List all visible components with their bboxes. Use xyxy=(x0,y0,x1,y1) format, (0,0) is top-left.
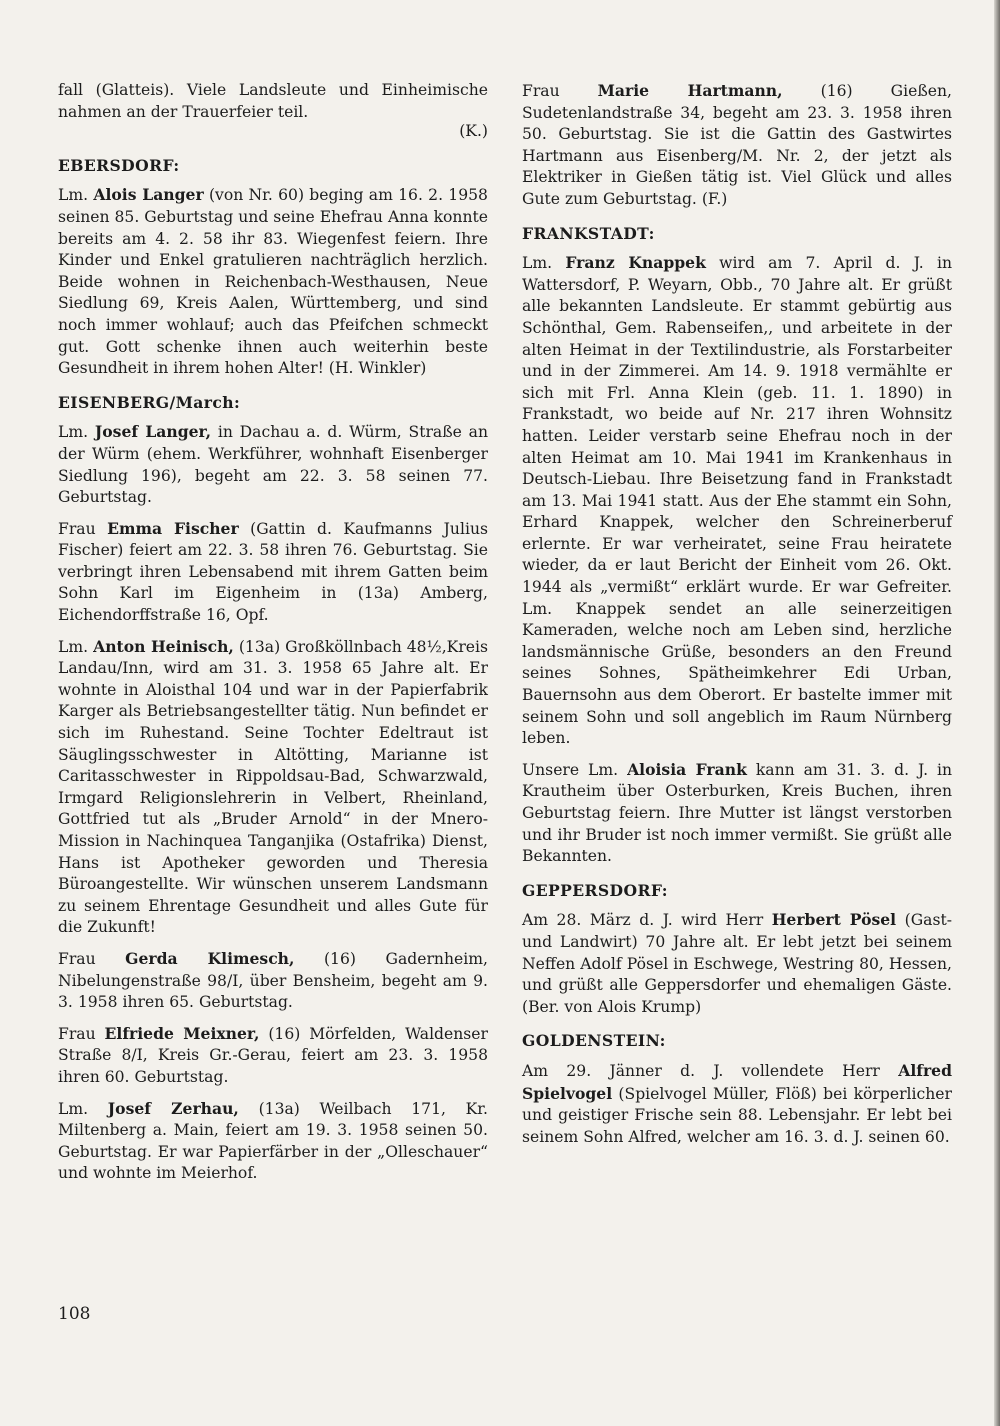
entry-name: Herbert Pösel xyxy=(771,910,897,930)
heading-eisenberg: EISENBERG/March: xyxy=(58,392,241,412)
entry-name: Josef Langer, xyxy=(94,422,212,442)
heading-ebersdorf: EBERSDORF: xyxy=(58,155,180,175)
heading-frankstadt: FRANKSTADT: xyxy=(522,223,655,243)
entry-name: Franz Knappek xyxy=(565,253,706,273)
entry-name: Aloisia Frank xyxy=(627,759,747,779)
entry-aloisia-frank: Unsere Lm. Aloisia Frank kann am 31. 3. d. J. in Krautheim über Osterburken, Kreis Buchen, ihren Geburtstag feiern. Ihre Mutter ist längst verstorben und ihr Bruder ist noch immer vermißt. Sie grüßt alle Bekannten. xyxy=(522,759,952,866)
entry-herbert-poesel: Am 28. März d. J. wird Herr Herbert Pösel (Gast- und Landwirt) 70 Jahre alt. Er lebt jetzt bei seinem Neffen Adolf Pösel in Eschwege, Westring 80, Hessen, und grüßt alle Geppersdorfer und ehemaligen Gäste. (Ber. von Alois Krump) xyxy=(522,910,952,1016)
entry-franz-knappek: Lm. Franz Knappek wird am 7. April d. J. in Wattersdorf, P. Weyarn, Obb., 70 Jahre alt. Er grüßt alle bekannten Landsleute. Er stammt gebürtig aus Schönthal, Gem. Rabenseifen,, und arbeitete in der alten Heimat in der Textilindustrie, als Forstarbeiter und in der Zimmerei. Am 14. 9. 1918 vermählte er sich mit Frl. Anna Klein (geb. 11. 1. 1890) in Frankstadt, wo beide auf Nr. 217 ihren Wohnsitz hatten. Leider verstarb seine Ehefrau noch in der alten Heimat am 10. Mai 1941 im Krankenhaus in Deutsch-Liebau. Ihre Beisetzung fand in Frankstadt am 13. Mai 1941 statt. Aus der Ehe stammt ein Sohn, Erhard Knappek, welcher den Schreinerberuf erlernte. Er war verheiratet, seine Frau heiratete wieder, da er laut Bericht der Einheit vom 26. Okt. 1944 als „vermißt“ erklärt wurde. Er war Gefreiter. Lm. Knappek sendet an alle seinerzeitigen Kameraden, welche noch am Leben sind, herzliche landsmännische Grüße, besonders an den Freund seines Sohnes, Spätheimkehrer Edi Urban, Bauernsohn aus dem Oberort. Er bastelte immer mit seinem Sohn und soll angeblich im Raum Nürnberg leben. xyxy=(522,253,952,748)
intro-paragraph: fall (Glatteis). Viele Landsleute und Einheimische nahmen an der Trauerfeier teil. (K.) xyxy=(58,80,488,143)
entry-name: Elfriede Meixner, xyxy=(104,1023,260,1043)
entry-alfred-spielvogel: Am 29. Jänner d. J. vollendete Herr Alfred Spielvogel (Spielvogel Müller, Flöß) bei körperlicher und geistiger Frische sein 88. Lebensjahr. Er lebt bei seinem Sohn Alfred, welcher am 16. 3. d. J. seinen 60. xyxy=(522,1060,952,1146)
right-column xyxy=(522,80,952,1157)
entry-alois-langer: Lm. Alois Langer (von Nr. 60) beging am 16. 2. 1958 seinen 85. Geburtstag und seine Ehefrau Anna konnte bereits am 4. 2. 58 ihr 83. Wiegenfest feiern. Ihre Kinder und Enkel gratulieren nachträglich herzlich. Beide wohnen in Reichenbach-Westhausen, Neue Siedlung 69, Kreis Aalen, Württemberg, und sind noch immer wohlauf; auch das Pfeifchen schmeckt gut. Gott schenke ihnen auch weiterhin beste Gesundheit in ihrem hohen Alter! (H. Winkler) xyxy=(58,185,488,378)
entry-name: Josef Zerhau, xyxy=(107,1098,239,1118)
entry-marie-hartmann: Frau Marie Hartmann, (16) Gießen, Sudetenlandstraße 34, begeht am 23. 3. 1958 ihren 50. Geburtstag. Sie ist die Gattin des Gastwirtes Hartmann aus Eisenberg/M. Nr. 2, der jetzt als Elektriker in Gießen tätig ist. Viel Glück und alles Gute zum Geburtstag. (F.) xyxy=(522,81,952,208)
heading-goldenstein: GOLDENSTEIN: xyxy=(522,1031,666,1051)
entry-name: Anton Heinisch, xyxy=(93,636,234,656)
entry-josef-langer: Lm. Josef Langer, in Dachau a. d. Würm, Straße an der Würm (ehem. Werkführer, wohnhaft Eisenberger Siedlung 196), begeht am 22. 3. 58 seinen 77. Geburtstag. xyxy=(58,422,488,507)
entry-gerda-klimesch: Frau Gerda Klimesch, (16) Gadernheim, Nibelungenstraße 98/I, über Bensheim, begeht am 9. 3. 1958 ihren 65. Geburtstag. xyxy=(58,948,488,1012)
entry-name: Alfred Spielvogel xyxy=(522,1060,952,1103)
page-edge-shadow xyxy=(994,0,1000,1426)
entry-josef-zerhau: Lm. Josef Zerhau, (13a) Weilbach 171, Kr. Miltenberg a. Main, feiert am 19. 3. 1958 seinen 50. Geburtstag. Er war Papierfärber in der „Olleschauer“ und wohnte im Meierhof. xyxy=(58,1098,488,1183)
entry-name: Alois Langer xyxy=(93,185,204,205)
entry-anton-heinisch: Lm. Anton Heinisch, (13a) Großköllnbach 48½,Kreis Landau/Inn, wird am 31. 3. 1958 65 Jahre alt. Er wohnte in Aloisthal 104 und war in der Papierfabrik Karger als Betriebsangestellter tätig. Nun befindet er sich im Ruhestand. Seine Tochter Edeltraut ist Säuglingsschwester in Altötting, Marianne ist Caritasschwester in Rippoldsau-Bad, Schwarzwald, Irmgard Religionslehrerin in Velbert, Rheinland, Gottfried tut als „Bruder Arnold“ in der Mnero-Mission in Nachinquea Tanganjika (Ostafrika) Dienst, Hans ist Apotheker geworden und Theresia Büroangestellte. Wir wünschen unserem Landsmann zu seinem Ehrentage Gesundheit und alles Gute für die Zukunft! xyxy=(58,636,488,937)
heading-geppersdorf: GEPPERSDORF: xyxy=(522,880,668,900)
entry-name: Marie Hartmann, xyxy=(597,81,783,100)
intro-signature: (K.) xyxy=(459,122,488,141)
entry-elfriede-meixner: Frau Elfriede Meixner, (16) Mörfelden, Waldenser Straße 8/I, Kreis Gr.-Gerau, feiert am 23. 3. 1958 ihren 60. Geburtstag. xyxy=(58,1023,488,1086)
entry-name: Emma Fischer xyxy=(107,518,239,538)
page-number: 108 xyxy=(58,1304,91,1324)
entry-name: Gerda Klimesch, xyxy=(125,948,295,968)
entry-emma-fischer: Frau Emma Fischer (Gattin d. Kaufmanns Julius Fischer) feiert am 22. 3. 58 ihren 76. Geburtstag. Sie verbringt ihren Lebensabend mit ihrem Gatten beim Sohn Karl im Eigenheim in (13a) Amberg, Eichendorffstraße 16, Opf. xyxy=(58,518,488,625)
left-column xyxy=(58,80,488,1194)
